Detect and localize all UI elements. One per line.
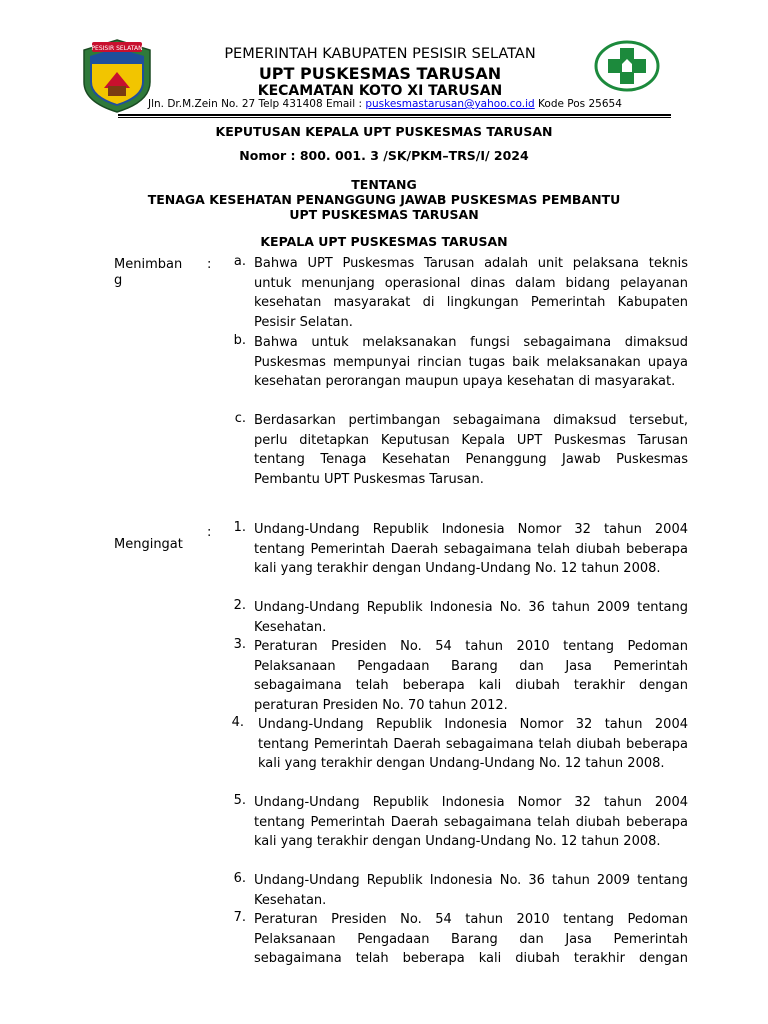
mengingat-item-5: Undang-Undang Republik Indonesia Nomor 32 tahun 2004 tentang Pemerintah Daerah sebagaimana telah diubah beberapa kali yang terakhir dengan Undang-Undang No. 12 tahun 2008. [254,795,688,850]
puskesmas-logo [594,40,660,92]
letterhead-institution: UPT PUSKESMAS TARUSAN [258,64,502,83]
email-link[interactable]: puskesmastarusan@yahoo.co.id [365,98,535,110]
address-prefix: Jln. Dr.M.Zein No. 27 Telp 431408 Email : [148,98,366,110]
letterhead-rule-thin [118,117,671,118]
mengingat-marker-1: 1. [233,520,246,535]
menimbang-item-b: Bahwa untuk melaksanakan fungsi sebagaimana dimaksud Puskesmas mempunyai rincian tugas baik melaksanakan upaya kesehatan perorangan maupun upaya kesehatan di masyarakat. [254,335,688,390]
mengingat-marker-4: 4. [231,715,244,730]
decree-number: Nomor : 800. 001. 3 /SK/PKM–TRS/I/ 2024 [239,148,529,163]
mengingat-colon: : [207,525,212,540]
mengingat-item-1: Undang-Undang Republik Indonesia Nomor 32 tahun 2004 tentang Pemerintah Daerah sebagaimana telah diubah beberapa kali yang terakhir dengan Undang-Undang No. 12 tahun 2008. [254,522,688,577]
mengingat-item-4: Undang-Undang Republik Indonesia Nomor 32 tahun 2004 tentang Pemerintah Daerah sebagaimana telah diubah beberapa kali yang terakhir dengan Undang-Undang No. 12 tahun 2008. [258,717,688,772]
mengingat-item-2: Undang-Undang Republik Indonesia No. 36 tahun 2009 tentang Kesehatan. [254,600,688,635]
decree-about: TENTANG [351,177,417,192]
letterhead-rule-thick [118,114,671,116]
letterhead-government: PEMERINTAH KABUPATEN PESISIR SELATAN [224,46,536,62]
menimbang-marker-a: a. [233,254,246,269]
regency-shield-icon [78,38,156,114]
mengingat-marker-5: 5. [233,793,246,808]
decree-title: KEPUTUSAN KEPALA UPT PUSKESMAS TARUSAN [215,124,553,139]
mengingat-item-3: Peraturan Presiden No. 54 tahun 2010 tentang Pedoman Pelaksanaan Pengadaan Barang dan Jasa Pemerintah sebagaimana telah beberapa kali diubah terakhir dengan peraturan Presiden No. 70 tahun 2012. [254,639,688,713]
letterhead-address [148,98,622,110]
menimbang-label-line1: Menimban [114,257,183,272]
mengingat-marker-3: 3. [233,637,246,652]
mengingat-marker-7: 7. [233,910,246,925]
logo-banner-text: PESISIR SELATAN [91,45,143,52]
address-suffix: Kode Pos 25654 [534,98,622,110]
puskesmas-cross-icon [594,40,660,92]
decree-subject-line1: TENAGA KESEHATAN PENANGGUNG JAWAB PUSKESMAS PEMBANTU [147,192,621,207]
menimbang-marker-c: c. [234,411,246,426]
mengingat-label: Mengingat [114,537,183,552]
letterhead-district: KECAMATAN KOTO XI TARUSAN [257,83,503,99]
menimbang-item-a: Bahwa UPT Puskesmas Tarusan adalah unit pelaksana teknis untuk menunjang operasional dinas dalam bidang pelayanan kesehatan masyarakat di lingkungan Pemerintah Kabupaten Pesisir Selatan. [254,256,688,330]
mengingat-item-6: Undang-Undang Republik Indonesia No. 36 tahun 2009 tentang Kesehatan. [254,873,688,908]
mengingat-item-7: Peraturan Presiden No. 54 tahun 2010 tentang Pedoman Pelaksanaan Pengadaan Barang dan Jasa Pemerintah sebagaimana telah beberapa kali diubah terakhir dengan [254,912,688,967]
mengingat-marker-2: 2. [233,598,246,613]
decree-subject-line2: UPT PUSKESMAS TARUSAN [289,207,479,222]
menimbang-item-c: Berdasarkan pertimbangan sebagaimana dimaksud tersebut, perlu ditetapkan Keputusan Kepala UPT Puskesmas Tarusan tentang Tenaga Kesehatan Penanggung Jawab Puskesmas Pembantu UPT Puskesmas Tarusan. [254,413,688,487]
mengingat-marker-6: 6. [233,871,246,886]
menimbang-label-line2: g [114,273,123,288]
decree-issuer: KEPALA UPT PUSKESMAS TARUSAN [260,234,508,249]
menimbang-colon: : [207,257,212,272]
regency-logo [78,38,156,114]
menimbang-marker-b: b. [233,333,246,348]
